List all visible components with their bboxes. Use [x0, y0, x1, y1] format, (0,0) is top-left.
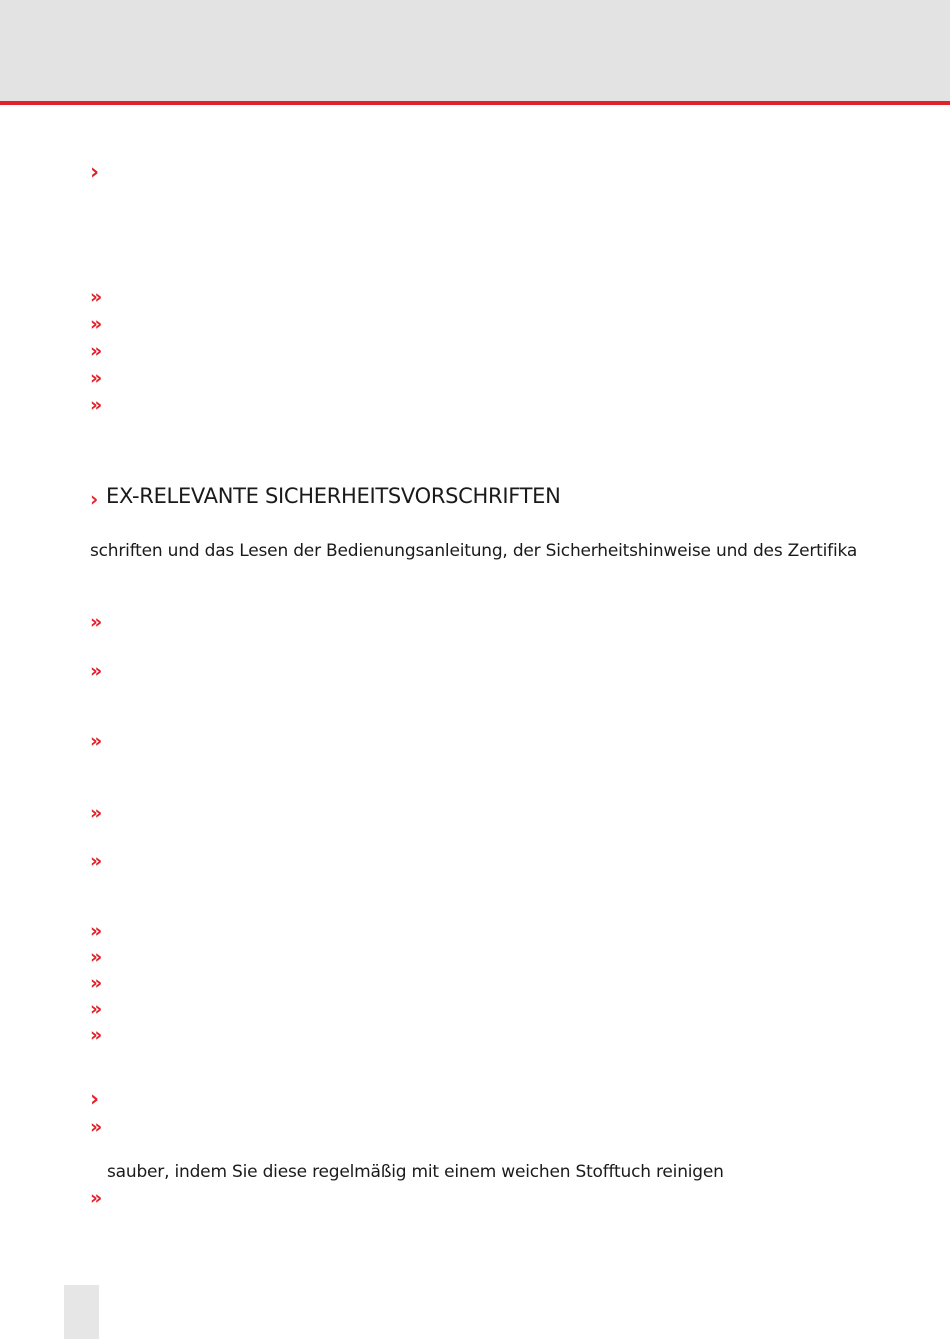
double-chevron-icon: » — [90, 920, 103, 942]
section-heading: EX-RELEVANTE SICHERHEITSVORSCHRIFTEN — [106, 484, 561, 508]
double-chevron-icon: » — [90, 286, 103, 308]
intro-line: schriften und das Lesen der Bedienungsanleitung, der Sicherheitshinweise und des Zertifika — [90, 541, 858, 561]
double-chevron-icon: » — [90, 802, 103, 824]
double-chevron-icon: » — [90, 313, 103, 335]
double-chevron-icon: » — [90, 998, 103, 1020]
double-chevron-icon: » — [90, 1116, 103, 1138]
double-chevron-icon: » — [90, 1024, 103, 1046]
header-band — [0, 0, 950, 101]
chevron-right-icon: › — [90, 487, 99, 511]
double-chevron-icon: » — [90, 367, 103, 389]
double-chevron-icon: » — [90, 730, 103, 752]
double-chevron-icon: » — [90, 611, 103, 633]
double-chevron-icon: » — [90, 394, 103, 416]
care-line: sauber, indem Sie diese regelmäßig mit einem weichen Stofftuch reinigen — [107, 1162, 724, 1182]
chevron-right-icon: › — [90, 160, 100, 185]
double-chevron-icon: » — [90, 340, 103, 362]
header-rule — [0, 101, 950, 105]
double-chevron-icon: » — [90, 972, 103, 994]
double-chevron-icon: » — [90, 1187, 103, 1209]
chevron-right-icon: › — [90, 1087, 100, 1112]
double-chevron-icon: » — [90, 850, 103, 872]
double-chevron-icon: » — [90, 946, 103, 968]
page-number-tab — [64, 1285, 99, 1339]
double-chevron-icon: » — [90, 660, 103, 682]
